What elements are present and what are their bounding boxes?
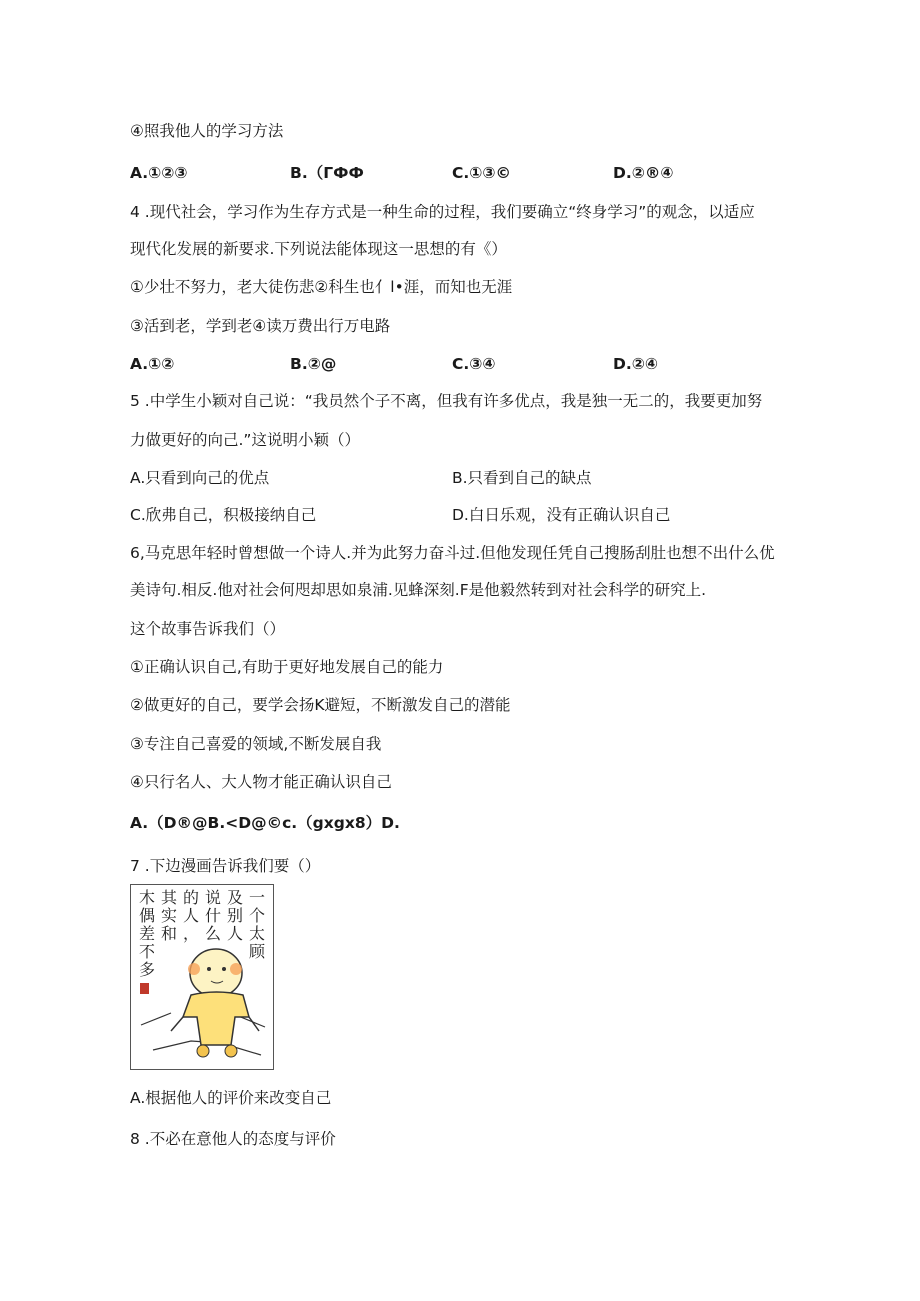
q4-stem-line2: 现代化发展的新要求.下列说法能体现这一思想的有《）: [130, 240, 507, 258]
q5-stem-line1: 5 .中学生小颖对自己说：“我员然个子不离，但我有许多优点，我是独一无二的，我要更加努: [130, 392, 763, 410]
q6-item-4: ④只行名人、大人物才能正确认识自己: [130, 773, 392, 791]
svg-text:不: 不: [138, 942, 156, 961]
q5-stem-line2: 力做更好的向己.”这说明小颖（）: [130, 431, 360, 449]
svg-text:顾: 顾: [248, 942, 266, 961]
svg-text:其: 其: [160, 888, 178, 907]
q8-stem: 8 .不必在意他人的态度与评价: [130, 1130, 336, 1148]
q3-option-a: A.①②③: [130, 164, 188, 182]
q6-item-1: ①正确认识自己,有助于更好地发展自己的能力: [130, 658, 444, 676]
svg-text:和: 和: [160, 924, 178, 943]
q4-option-d: D.②④: [613, 355, 659, 373]
q4-stem-line1: 4 .现代社会，学习作为生存方式是一种生命的过程，我们要确立“终身学习”的观念，以适应: [130, 203, 755, 221]
line-q3-item4: ④照我他人的学习方法: [130, 122, 284, 140]
q5-option-a: A.只看到向己的优点: [130, 469, 270, 487]
cartoon-illustration: [130, 884, 274, 1070]
svg-text:么: 么: [204, 924, 222, 943]
svg-text:人: 人: [226, 924, 244, 943]
q4-option-b: B.②@: [290, 355, 337, 373]
q6-stem-line3: 这个故事告诉我们（）: [130, 620, 286, 638]
q4-option-c: C.③④: [452, 355, 496, 373]
q6-item-3: ③专注自己喜爱的领域,不断发展自我: [130, 735, 382, 753]
svg-text:说: 说: [204, 888, 222, 907]
svg-text:什: 什: [204, 906, 222, 925]
svg-text:木: 木: [138, 888, 156, 907]
q6-stem-line1: 6,马克思年轻时曾想做一个诗人.并为此努力奋斗过.但他发现任凭自己搜肠刮肚也想不出什么优: [130, 544, 775, 562]
cartoon-drawing: [131, 885, 273, 1069]
q5-option-c: C.欣弗自己，积极接纳自己: [130, 506, 317, 524]
svg-text:别: 别: [226, 906, 244, 925]
q6-item-2: ②做更好的自己，要学会扬K避短，不断激发自己的潜能: [130, 696, 511, 714]
svg-text:个: 个: [248, 906, 266, 925]
svg-text:多: 多: [138, 960, 156, 979]
svg-text:及: 及: [226, 888, 244, 907]
svg-text:偶: 偶: [138, 906, 156, 925]
svg-text:差: 差: [138, 924, 156, 943]
q4-item-3-4: ③活到老，学到老④读万费出行万电路: [130, 317, 391, 335]
q5-option-d: D.白日乐观，没有正确认识自己: [452, 506, 671, 524]
q6-options: A.（D®@B.<D@©c.（gxgx8）D.: [130, 814, 400, 832]
q6-stem-line2: 美诗句.相反.他对社会何咫却思如泉浦.见蜂深刻.F是他毅然转到对社会科学的研究上.: [130, 581, 707, 599]
svg-text:，: ，: [182, 924, 200, 943]
svg-text:一: 一: [248, 888, 266, 907]
q3-option-b: B.（ГФФ: [290, 164, 364, 182]
seal-stamp: [140, 983, 149, 994]
q7-option-a: A.根据他人的评价来改变自己: [130, 1089, 332, 1107]
svg-text:的: 的: [182, 888, 200, 907]
svg-text:人: 人: [182, 906, 200, 925]
svg-text:太: 太: [248, 924, 266, 943]
q5-option-b: B.只看到自己的缺点: [452, 469, 592, 487]
q7-stem: 7 .下边漫画告诉我们要（）: [130, 857, 321, 875]
puppet-body: [183, 992, 249, 1045]
q3-option-d: D.②®④: [613, 164, 674, 182]
q4-option-a: A.①②: [130, 355, 175, 373]
q4-item-1-2: ①少壮不努力，老大徒伤悲②科生也亻l•涯，而知也无涯: [130, 278, 513, 296]
q3-option-c: C.①③©: [452, 164, 512, 182]
svg-text:实: 实: [160, 906, 178, 925]
